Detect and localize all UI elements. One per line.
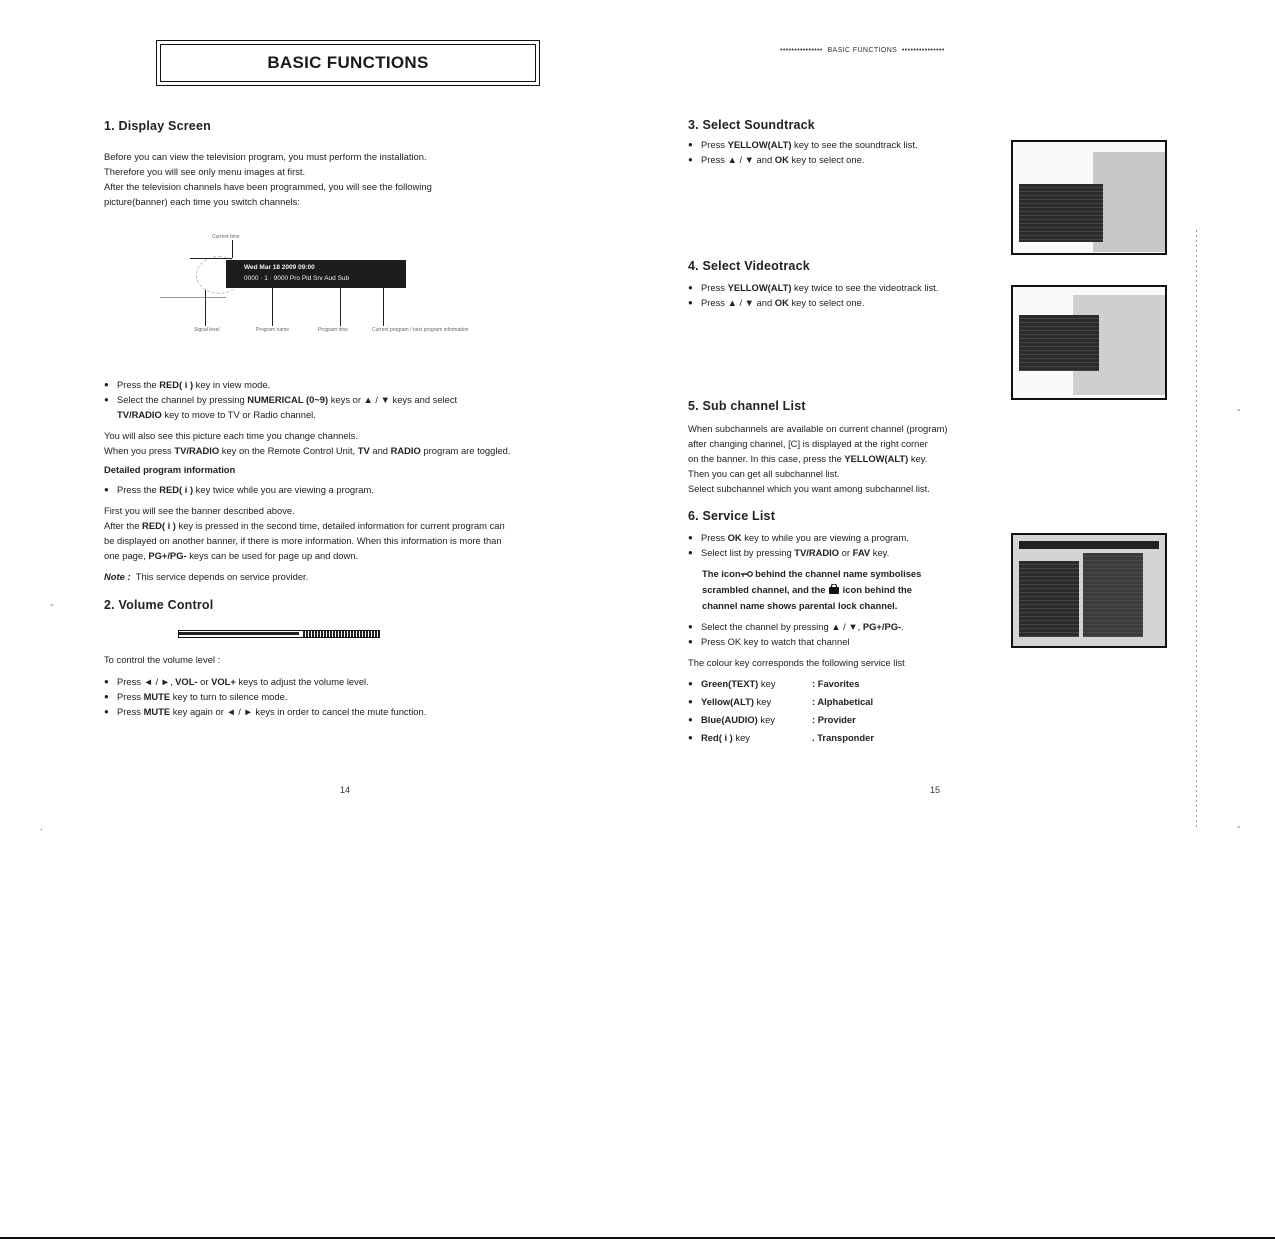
edge-mark: . [40,822,43,833]
page-title-box [156,40,540,86]
paragraph: After the RED( i ) key is pressed in the second time, detailed information for current program can [104,520,505,531]
paragraph: To control the volume level : [104,654,221,665]
intro-line: Therefore you will see only menu images at first. [104,166,306,177]
left-page-body [104,377,604,613]
banner-label: Program time [318,327,349,333]
banner-label: Signal level [194,327,220,333]
section-heading-videotrack: 4. Select Videotrack [688,259,810,273]
bullet-item: ● Press the RED( i ) key in view mode. [104,377,604,392]
paragraph: When you press TV/RADIO key on the Remote Control Unit, TV and RADIO program are toggled. [104,445,511,456]
paragraph: Select subchannel which you want among subchannel list. [688,483,930,494]
running-head: ••••••••••••••• BASIC FUNCTIONS ••••••••••••••• [780,47,945,54]
left-page [104,118,604,209]
note: Note : This service depends on service provider. [104,571,309,582]
volume-section-body [104,652,604,719]
bottom-rule [0,1237,1275,1239]
bullet-item: ● Press the RED( i ) key twice while you are viewing a program. [104,482,604,497]
section-heading-service-list: 6. Service List [688,509,776,523]
section-heading-subchannel: 5. Sub channel List [688,399,806,413]
section-heading-volume-control: 2. Volume Control [104,598,214,612]
colour-key-item: ● Green(TEXT) key : Favorites [688,675,1008,693]
channel-banner-image [226,260,406,288]
callout-line [190,258,232,259]
bullet-item: ● Press YELLOW(ALT) key to see the soundtrack list. [688,137,1008,152]
lock-icon [828,583,840,598]
paragraph: one page, PG+/PG- keys can be used for page up and down. [104,550,359,561]
edge-mark: - [50,600,54,611]
soundtrack-screenshot [1011,140,1167,255]
paragraph: First you will see the banner described above. [104,505,295,516]
edge-mark: - [1237,822,1241,833]
paragraph: be displayed on another banner, if there is more information. When this information is more than [104,535,502,546]
page-number-right: 15 [930,785,941,795]
right-page-soundtrack [688,117,1008,167]
banner-label: Program name [256,327,290,333]
bullet-item: ● Press MUTE key again or ◄ / ► keys in order to cancel the mute function. [104,704,604,719]
edge-mark: - [1237,405,1241,416]
paragraph: on the banner. In this case, press the YELLOW(ALT) key. [688,453,928,464]
display-screen-intro [104,149,604,209]
page-number-left: 14 [340,785,351,795]
intro-line: picture(banner) each time you switch channels: [104,196,300,207]
bullet-item: ● Select the channel by pressing ▲ / ▼, PG+/PG-. [688,619,1008,634]
service-list-screenshot [1011,533,1167,648]
bullet-item: ● Press OK key to watch that channel [688,634,1008,649]
binding-edge-line [1196,230,1197,830]
callout-line [205,290,206,326]
banner-info-row: 0000 · 1 · 9000 Pro Pid Srv Aud Sub [244,275,350,282]
bullet-item: ● Press ◄ / ►, VOL- or VOL+ keys to adjust the volume level. [104,674,604,689]
callout-line [340,288,341,326]
banner-label-current-time: Current time [212,234,240,240]
colour-key-item: ● Blue(AUDIO) key : Provider [688,711,1008,729]
bullet-item: ● Press ▲ / ▼ and OK key to select one. [688,152,1008,167]
icon-legend: The icon behind the channel name symbolises scrambled channel, and the icon behind the channel name shows parental lock channel. [702,568,922,612]
callout-line [232,240,233,258]
paragraph: after changing channel, [C] is displayed at the right corner [688,438,928,449]
volume-bar-graphic [178,630,380,638]
intro-line: Before you can view the television program, you must perform the installation. [104,151,427,162]
callout-line [160,297,226,298]
bullet-item: ● Press MUTE key to turn to silence mode. [104,689,604,704]
right-page-videotrack [688,258,1008,310]
bullet-continuation: TV/RADIO key to move to TV or Radio channel. [117,409,316,420]
page-title: BASIC FUNCTIONS [160,44,536,82]
bullet-item: ● Press OK key to while you are viewing a program. [688,530,1008,545]
callout-line [272,288,273,326]
banner-datetime: Wed Mar 18 2009 09:00 [244,264,315,271]
paragraph: When subchannels are available on current channel (program) [688,423,948,434]
banner-label: Current program / next program information [372,327,469,333]
paragraph: The colour key corresponds the following service list [688,657,905,669]
intro-line: After the television channels have been programmed, you will see the following [104,181,432,192]
section-heading-display-screen: 1. Display Screen [104,119,211,133]
colour-key-item: ● Yellow(ALT) key : Alphabetical [688,693,1008,711]
paragraph: You will also see this picture each time you change channels. [104,430,358,441]
section-heading-soundtrack: 3. Select Soundtrack [688,118,815,132]
colour-key-item: ● Red( i ) key . Transponder [688,729,1008,747]
bullet-item: ● Select the channel by pressing NUMERICAL (0~9) keys or ▲ / ▼ keys and select [104,392,604,407]
subheading-detailed-info: Detailed program information [104,464,236,475]
bullet-item: ● Press YELLOW(ALT) key twice to see the videotrack list. [688,280,1008,295]
right-page-subchannel [688,398,1008,747]
callout-line [383,288,384,326]
colour-key-list [688,675,1008,747]
bullet-item: ● Select list by pressing TV/RADIO or FAV key. [688,545,1008,560]
paragraph: Then you can get all subchannel list. [688,468,840,479]
videotrack-screenshot [1011,285,1167,400]
scramble-key-icon [741,567,753,582]
bullet-item: ● Press ▲ / ▼ and OK key to select one. [688,295,1008,310]
